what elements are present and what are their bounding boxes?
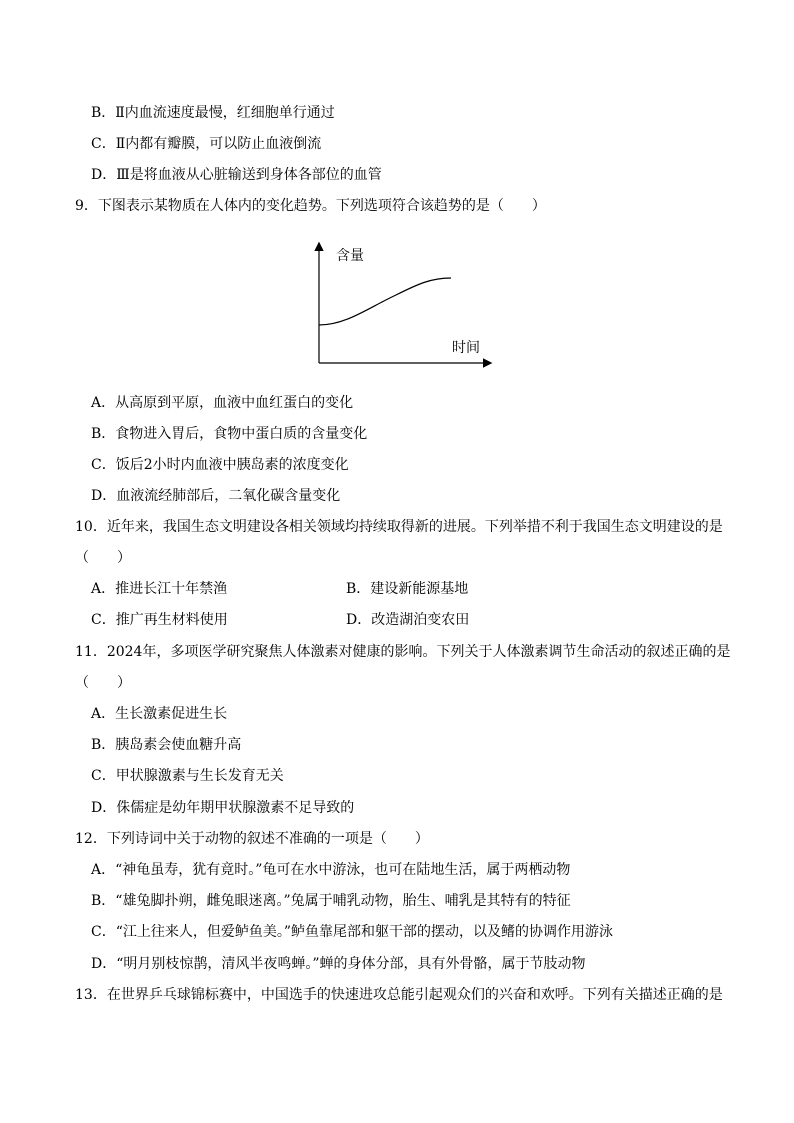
q10-option-a: A．推进长江十年禁渔: [91, 581, 228, 597]
q10-option-d: D．改造湖泊变农田: [346, 612, 470, 628]
q10-option-c: C．推广再生材料使用: [91, 612, 228, 628]
q11-stem: 11．2024年，多项医学研究聚焦人体激素对健康的影响。下列关于人体激素调节生命活动的叙述正确的是: [75, 644, 731, 660]
q10-stem: 10．近年来，我国生态文明建设各相关领域均持续取得新的进展。下列举措不利于我国生态文明建设的是: [75, 519, 723, 535]
q11-option-c: C．甲状腺激素与生长发育无关: [91, 768, 284, 784]
q8-option-d: D．Ⅲ是将血液从心脏输送到身体各部位的血管: [91, 167, 382, 183]
q13-stem: 13．在世界乒乓球锦标赛中，中国选手的快速进攻总能引起观众们的兴奋和欢呼。下列有关描述正确的是: [75, 987, 723, 1003]
q11-option-b: B．胰岛素会使血糖升高: [91, 737, 242, 753]
q11-stem-bracket: （ ）: [75, 675, 131, 691]
x-axis-label: 时间: [452, 340, 480, 356]
q11-option-a: A．生长激素促进生长: [91, 706, 228, 722]
q8-option-c: C．Ⅱ内都有瓣膜，可以防止血液倒流: [91, 136, 322, 152]
q9-trend-graph: [306, 238, 498, 374]
q11-option-d: D．侏儒症是幼年期甲状腺激素不足导致的: [91, 800, 355, 816]
q10-stem-bracket: （ ）: [75, 550, 131, 566]
q9-option-c: C．饭后2小时内血液中胰岛素的浓度变化: [91, 457, 349, 473]
q12-stem: 12．下列诗词中关于动物的叙述不准确的一项是（ ）: [75, 831, 429, 847]
q10-option-b: B．建设新能源基地: [346, 581, 469, 597]
q12-option-b: B．“雄兔脚扑朔，雌兔眼迷离。”兔属于哺乳动物，胎生、哺乳是其特有的特征: [91, 893, 571, 909]
q8-option-b: B．Ⅱ内血流速度最慢，红细胞单行通过: [91, 105, 335, 121]
q9-option-b: B．食物进入胃后，食物中蛋白质的含量变化: [91, 426, 368, 442]
q12-option-d: D．“明月别枝惊鹊，清风半夜鸣蝉。”蝉的身体分部，具有外骨骼，属于节肢动物: [91, 956, 586, 972]
y-axis-label: 含量: [336, 248, 364, 264]
q12-option-a: A．“神龟虽寿，犹有竟时。”龟可在水中游泳，也可在陆地生活，属于两栖动物: [91, 862, 571, 878]
q9-option-d: D．血液流经肺部后，二氧化碳含量变化: [91, 488, 341, 504]
q12-option-c: C．“江上往来人，但爱鲈鱼美。”鲈鱼靠尾部和躯干部的摆动，以及鳍的协调作用游泳: [91, 924, 614, 940]
trend-curve: [319, 278, 451, 325]
q9-stem: 9．下图表示某物质在人体内的变化趋势。下列选项符合该趋势的是（ ）: [75, 198, 546, 214]
q9-option-a: A．从高原到平原，血液中血红蛋白的变化: [91, 395, 354, 411]
